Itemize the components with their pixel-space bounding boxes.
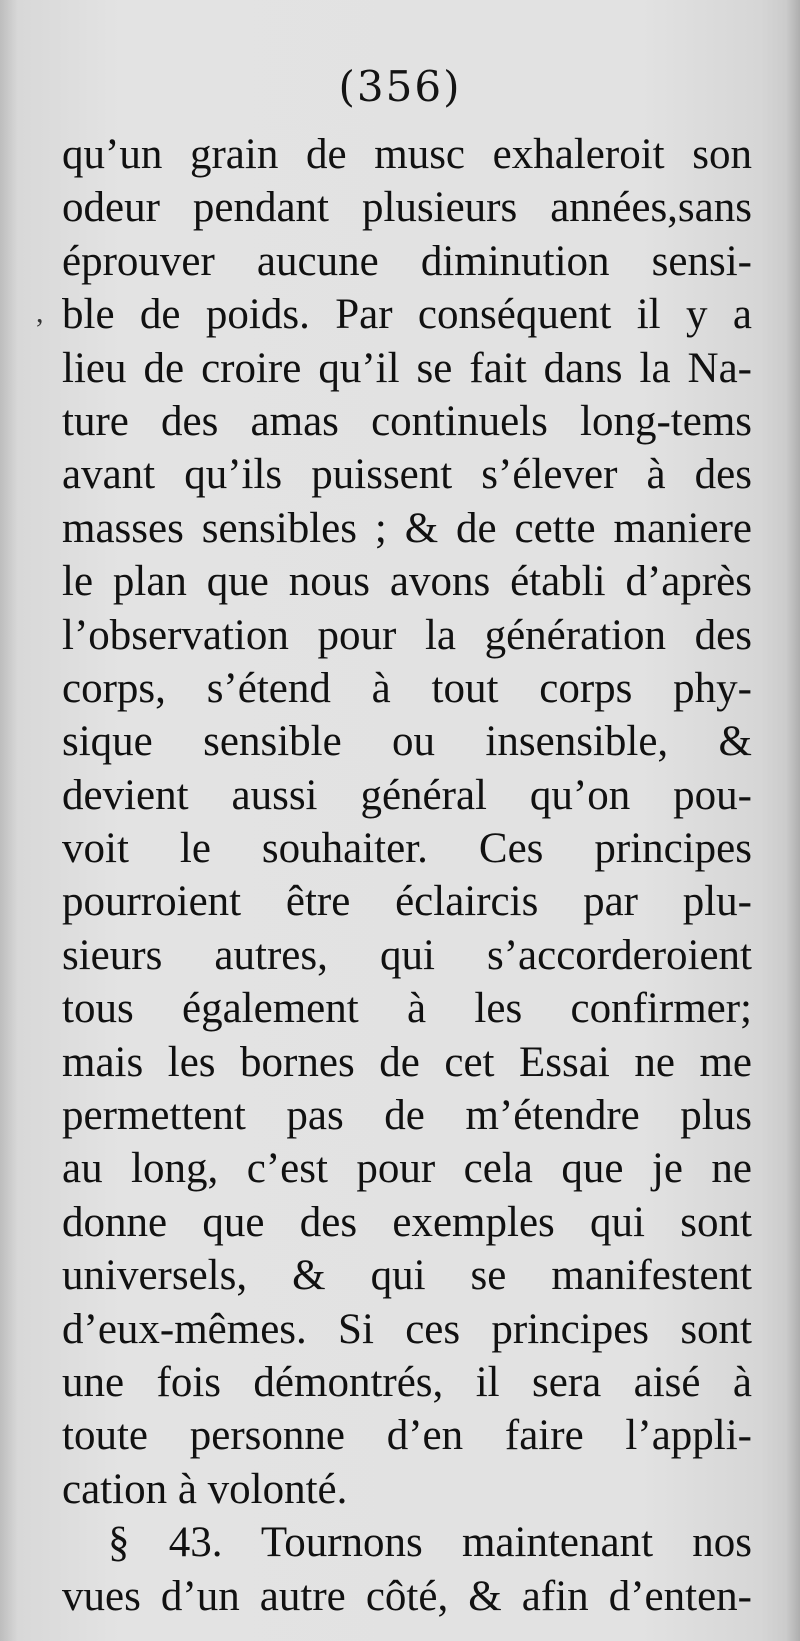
text-line: une fois démontrés, il sera aisé à [62,1358,752,1406]
body-text [62,128,752,1623]
text-line: éprouver aucune diminution sensi- [62,237,752,285]
text-line: masses sensibles ; & de cette maniere [62,504,752,552]
text-line: mais les bornes de cet Essai ne me [62,1038,752,1086]
text-line: devient aussi général qu’on pou- [62,771,752,819]
page-edge-shadow [786,0,800,1641]
text-line: sique sensible ou insensible, & [62,718,752,766]
text-line: ble de poids. Par conséquent il y a [62,291,752,339]
margin-mark: , [36,296,44,329]
text-line: tous également à les confirmer; [62,985,752,1033]
text-line: l’observation pour la génération des [62,611,752,659]
text-line-section-start: § 43. Tournons maintenant nos [108,1519,752,1567]
text-line: odeur pendant plusieurs années,sans [62,184,752,232]
text-line: sieurs autres, qui s’accorderoient [62,931,752,979]
text-line: d’eux-mêmes. Si ces principes sont [62,1305,752,1353]
text-line-paragraph-end: cation à volonté. [62,1465,348,1513]
text-line: pourroient être éclaircis par plu- [62,878,752,926]
text-line: corps, s’étend à tout corps phy- [62,664,752,712]
text-line: au long, c’est pour cela que je ne [62,1145,752,1193]
text-line: avant qu’ils puissent s’élever à des [62,451,752,499]
text-line: le plan que nous avons établi d’après [62,558,752,606]
text-line: universels, & qui se manifestent [62,1252,752,1300]
text-line: lieu de croire qu’il se fait dans la Na- [62,344,752,392]
text-line: donne que des exemples qui sont [62,1198,752,1246]
text-line: ture des amas continuels long-tems [62,397,752,445]
text-line: voit le souhaiter. Ces principes [62,825,752,873]
text-line: permettent pas de m’étendre plus [62,1092,752,1140]
text-line: toute personne d’en faire l’appli- [62,1412,752,1460]
text-line: vues d’un autre côté, & afin d’enten- [62,1572,752,1620]
text-line: qu’un grain de musc exhaleroit son [62,131,752,178]
page-number: (356) [338,62,462,111]
